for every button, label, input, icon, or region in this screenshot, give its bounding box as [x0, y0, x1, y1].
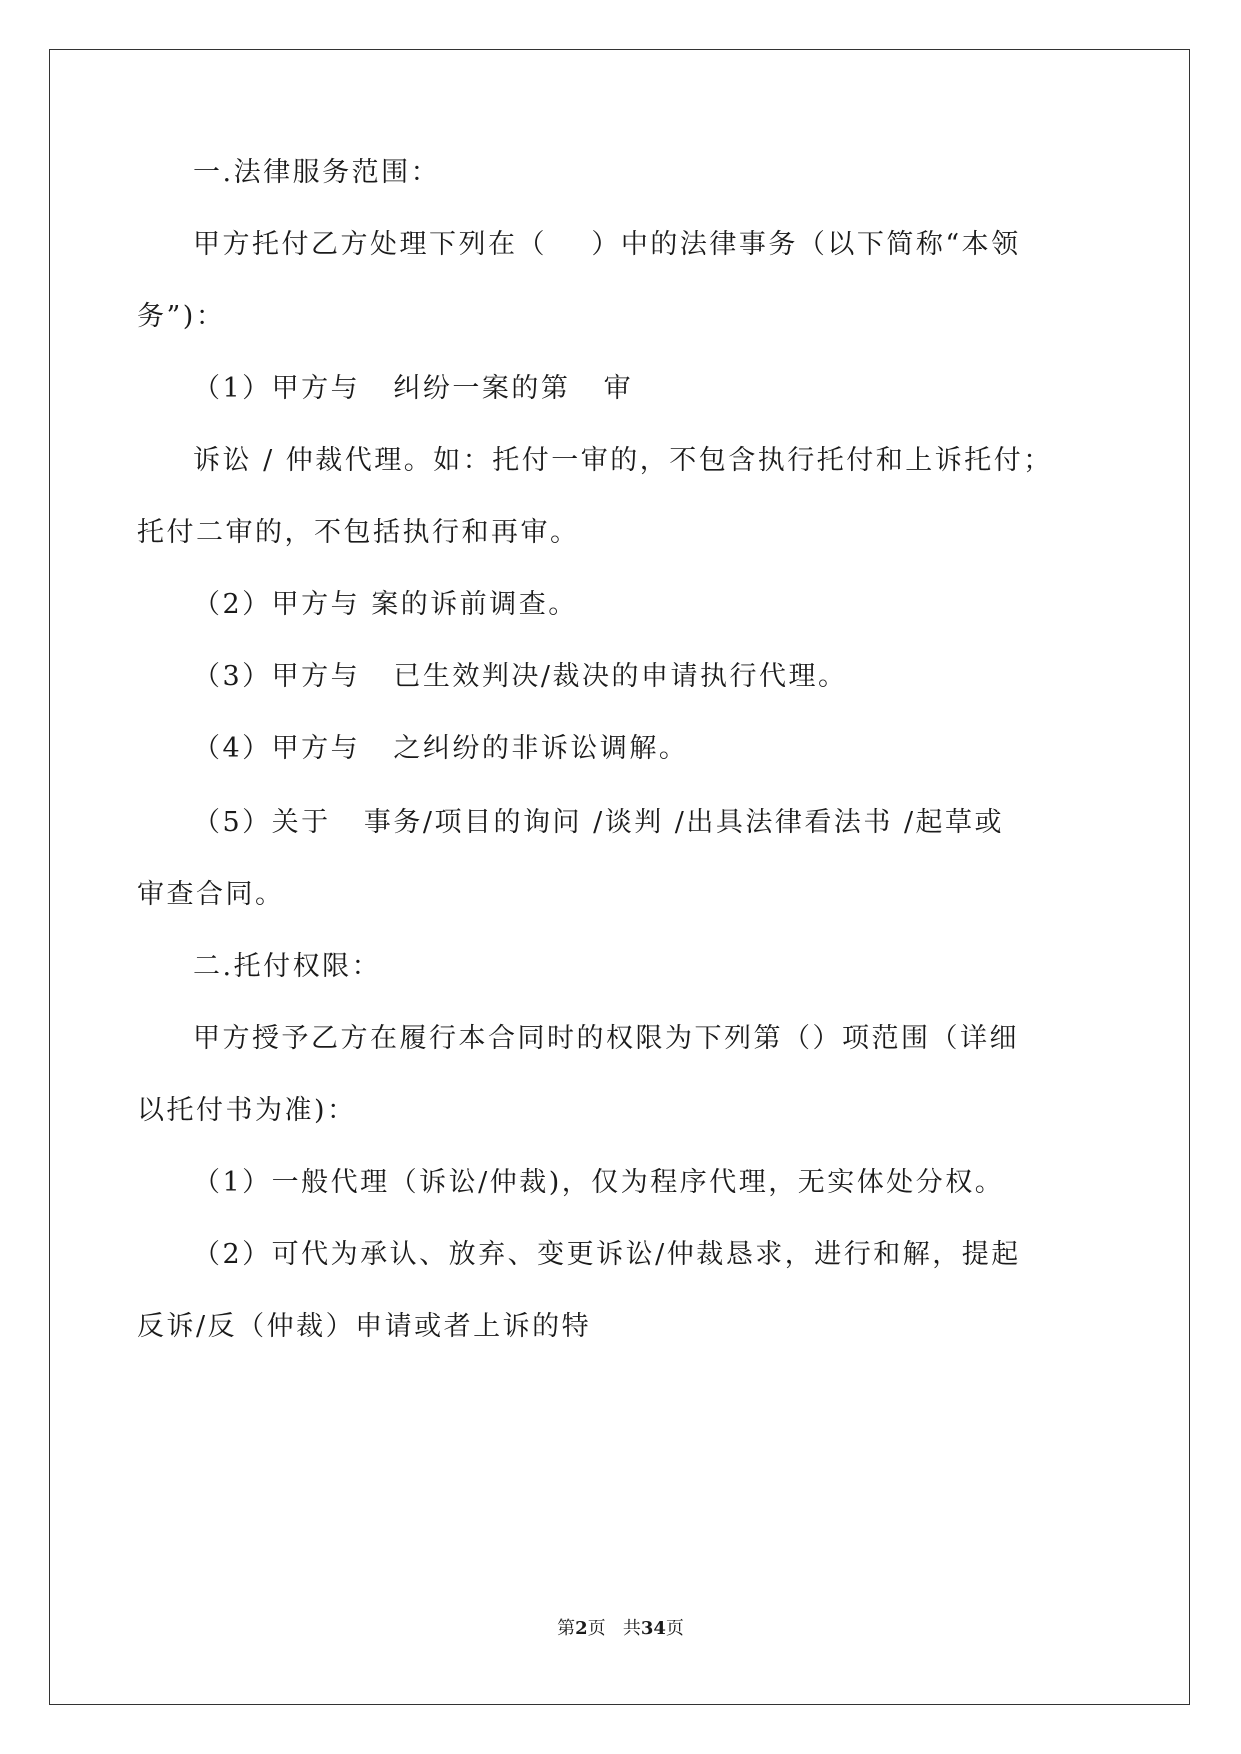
paragraph-line: 甲方托付乙方处理下列在（ ）中的法律事务（以下简称“本领: [193, 229, 1021, 260]
paragraph-line: 甲方授予乙方在履行本合同时的权限为下列第（）项范围（详细: [193, 1023, 1019, 1054]
paragraph-line: 反诉/反（仲裁）申请或者上诉的特: [137, 1311, 592, 1342]
page-border: [49, 49, 1190, 1705]
list-item-2: （2）甲方与 案的诉前调查。: [193, 589, 578, 620]
footer-total-prefix: 共: [622, 1618, 641, 1639]
authority-item-2: （2）可代为承认、放弃、变更诉讼/仲裁恳求，进行和解，提起: [193, 1239, 1021, 1270]
paragraph-line: 务”)：: [137, 301, 226, 332]
list-item-3: （3）甲方与 已生效判决/裁决的申请执行代理。: [193, 661, 848, 692]
list-item-5: （5）关于 事务/项目的询问 /谈判 /出具法律看法书 /起草或: [193, 807, 1005, 838]
paragraph-line: 审查合同。: [137, 879, 285, 910]
authority-item-1: （1）一般代理（诉讼/仲裁)，仅为程序代理，无实体处分权。: [193, 1167, 1005, 1198]
footer-page-unit: 页: [587, 1618, 606, 1639]
paragraph-line: 诉讼 / 仲裁代理。如：托付一审的，不包含执行托付和上诉托付；: [193, 445, 1053, 476]
paragraph-line: 以托付书为准)：: [137, 1095, 357, 1126]
footer-total-unit: 页: [665, 1618, 684, 1639]
footer-total-pages: 34: [640, 1618, 666, 1639]
footer-page-prefix: 第: [557, 1618, 576, 1639]
list-item-4: （4）甲方与 之纠纷的非诉讼调解。: [193, 733, 689, 764]
footer-page-number: 2: [575, 1618, 588, 1639]
section-heading-authority: 二.托付权限：: [193, 951, 382, 982]
page-footer: [0, 1617, 1241, 1641]
list-item-1: （1）甲方与 纠纷一案的第 审: [193, 373, 634, 404]
paragraph-line: 托付二审的，不包括执行和再审。: [137, 517, 580, 548]
section-heading-service-scope: 一.法律服务范围：: [193, 157, 441, 188]
